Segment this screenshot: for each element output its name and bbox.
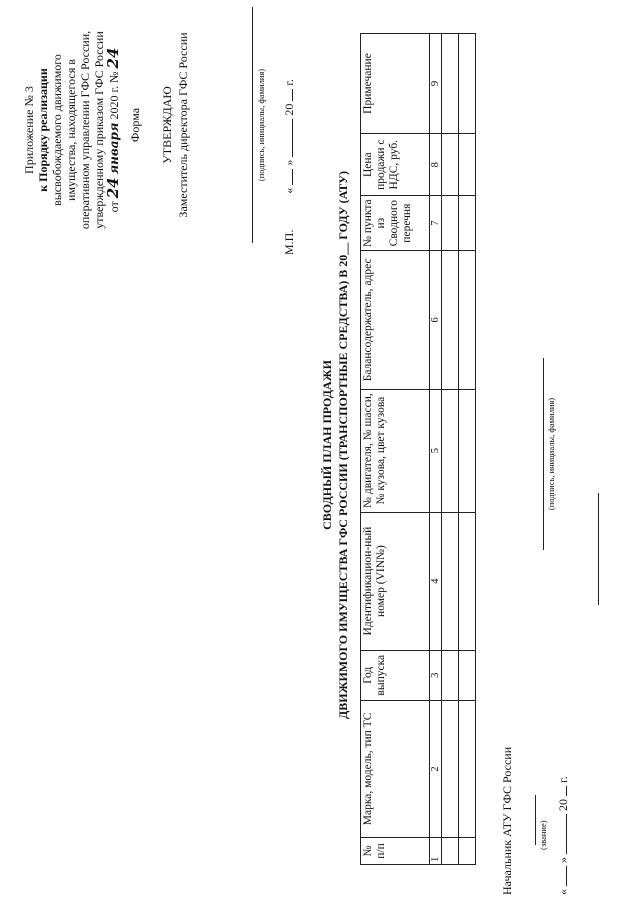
annex-date-line [106,10,121,250]
annex-date-day: 24 [104,177,122,199]
footer-date-century: 20 [556,799,570,811]
header-cell-item: № пункта из Сводного перечня [361,196,430,251]
column-number: 9 [430,34,442,134]
annex-date-prefix: от [107,201,121,213]
column-number: 5 [430,389,442,512]
header-cell-no: № п/п [361,837,430,864]
approval-position: Заместитель директора ГФС России [176,32,190,218]
column-number: 8 [430,134,442,196]
approval-date-century: 20 [282,103,296,116]
footer-date-close-quote: » [556,857,570,863]
center-extra-line [598,493,599,605]
table-row [459,34,476,865]
approval-date-open-quote: « [282,187,296,194]
footer-position: Начальник АТУ ГФС России [500,746,514,895]
approval-title: УТВЕРЖДАЮ [160,86,174,164]
header-cell-price: Цена продажи с НДС, руб. [361,134,430,196]
annex-line: к Порядку реализации [36,68,50,192]
table-numbering-row [430,34,442,865]
header-cell-year: Год выпуска [361,650,430,700]
header-cell-note: Примечание [361,34,430,134]
doc-title-line1: СВОДНЫЙ ПЛАН ПРОДАЖИ [320,360,334,530]
footer-date-year-suffix: г. [556,776,570,783]
annex-line: утвержденному приказом ГФС России [92,31,106,229]
stamp-label: М.П. [282,229,296,255]
header-cell-engine: № двигателя, № шасси, № кузова, цвет кузова [361,389,430,512]
header-cell-brand: Марка, модель, тип ТС [361,700,430,837]
annex-line: оперативном управлении ГФС России, [78,30,92,230]
column-number: 6 [430,251,442,390]
column-number: 1 [430,837,442,864]
footer-rank-caption: (звание) [538,820,548,850]
center-signature-caption: (подпись, инициалы, фамилия) [546,397,556,511]
annex-order-number: 24 [104,47,122,69]
header-cell-vin: Идентификацион-ный номер (VIN№) [361,512,430,650]
footer-date-row [556,695,570,895]
table-header-row [361,34,430,865]
header-cell-holder: Балансодержатель, адрес [361,251,430,390]
approval-date-close-quote: » [282,159,296,166]
approval-signature-line [252,7,253,243]
annex-line: имущества, находящегося в [64,59,78,201]
form-label: Форма [128,107,142,143]
annex-block [22,10,121,250]
annex-line: Приложение № 3 [22,86,36,174]
column-number: 3 [430,650,442,700]
annex-date-year: 2020 г. № [107,71,121,120]
table-row [442,34,459,865]
doc-title-line2: ДВИЖИМОГО ИМУЩЕСТВА ГФС РОССИИ (ТРАНСПОРТНЫЕ СРЕДСТВА) В 20__ ГОДУ (АТУ) [336,171,350,719]
footer-date-open-quote: « [556,889,570,895]
annex-date-month: января [107,122,121,175]
column-number: 4 [430,512,442,650]
column-number: 7 [430,196,442,251]
center-signature-line [543,358,544,550]
approval-date-year-suffix: г. [282,79,296,86]
sales-plan-table [360,33,476,865]
approval-signature-caption: (подпись, инициалы, фамилия) [256,68,266,182]
column-number: 2 [430,700,442,837]
annex-line: высвобождаемого движимого [50,54,64,206]
approval-date-row [282,0,296,255]
footer-rank-line [535,795,536,845]
